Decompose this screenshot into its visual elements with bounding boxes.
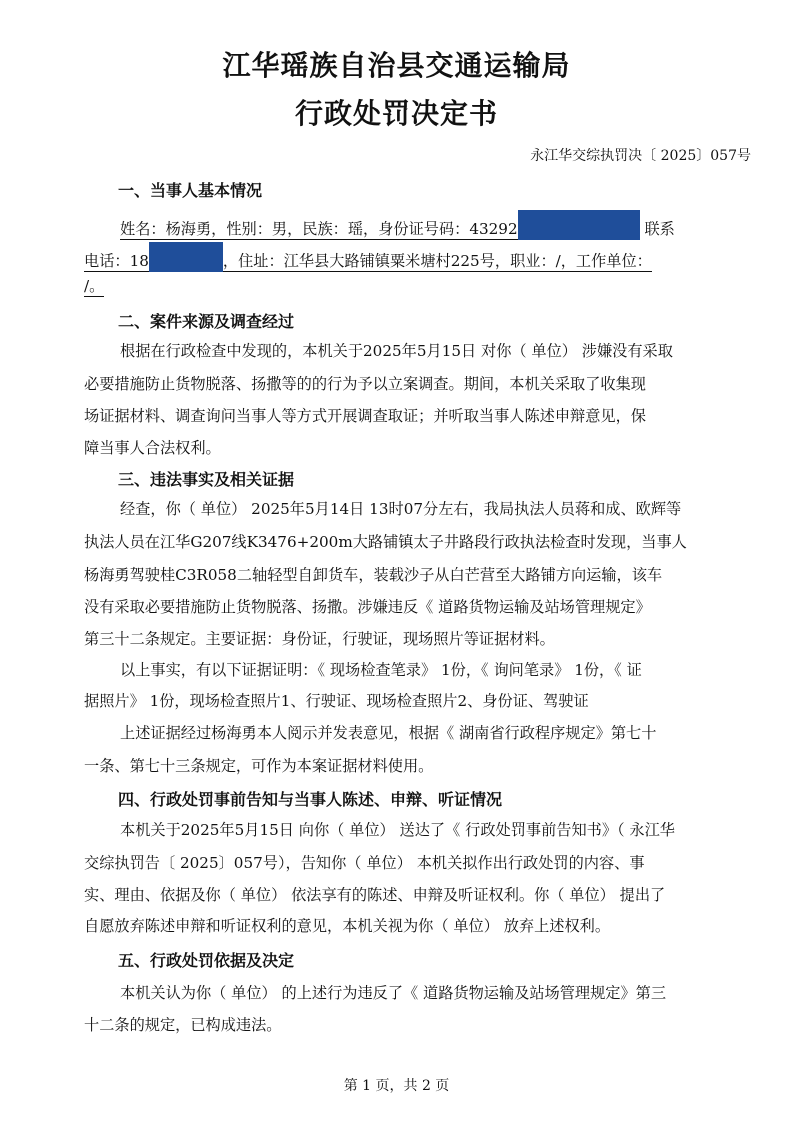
paragraph-line: 十二条的规定，已构成违法。: [84, 1016, 282, 1034]
paragraph-line: 场证据材料、调查询问当事人等方式开展调查取证；并听取当事人陈述申辩意见，保: [84, 407, 646, 425]
section-heading-penalty-basis: 五、行政处罚依据及决定: [118, 951, 295, 970]
paragraph-line: 根据在行政检查中发现的，本机关于2025年5月15日 对你（ 单位） 涉嫌没有采取: [120, 342, 673, 360]
party-info-line-1: [120, 210, 675, 240]
paragraph-line: 必要措施防止货物脱落、扬撒等的的行为予以立案调查。期间，本机关采取了收集现: [84, 375, 646, 393]
section-heading-prior-notice: 四、行政处罚事前告知与当事人陈述、申辩、听证情况: [118, 790, 503, 809]
paragraph-line: 第三十二条规定。主要证据：身份证，行驶证，现场照片等证据材料。: [84, 630, 555, 648]
document-number: 永江华交综执罚决〔 2025〕057号: [530, 148, 751, 164]
redaction-block-phone: [149, 242, 223, 272]
party-info-contact-label: 联系: [639, 220, 675, 238]
document-subtitle: 行政处罚决定书: [294, 97, 498, 130]
paragraph-line: 自愿放弃陈述申辩和听证权利的意见，本机关视为你（ 单位） 放弃上述权利。: [84, 917, 611, 935]
paragraph-line: 执法人员在江华G207线K3476+200m大路铺镇太子井路段行政执法检查时发现，当事人: [84, 533, 687, 551]
document-title: 江华瑶族自治县交通运输局: [222, 49, 571, 82]
paragraph-line: 没有采取必要措施防止货物脱落、扬撒。涉嫌违反《 道路货物运输及站场管理规定》: [84, 598, 651, 616]
party-work-unit: /。: [84, 277, 105, 295]
page-footer: 第 1 页，共 2 页: [343, 1078, 450, 1094]
party-info-line-2: [84, 242, 652, 272]
section-heading-case-source: 二、案件来源及调查经过: [118, 312, 295, 331]
paragraph-line: 杨海勇驾驶桂C3R058二轴轻型自卸货车，装载沙子从白芒营至大路铺方向运输，该车: [84, 566, 663, 584]
party-address-text: ，住址：江华县大路铺镇粟米塘村225号，职业：/，工作单位：: [222, 252, 652, 270]
party-info-text: 姓名：杨海勇，性别：男，民族：瑶，身份证号码：43292: [120, 220, 518, 238]
paragraph-line: 本机关认为你（ 单位） 的上述行为违反了《 道路货物运输及站场管理规定》第三: [120, 984, 667, 1002]
redaction-block-id: [518, 210, 640, 240]
paragraph-line: 以上事实，有以下证据证明：《 现场检查笔录》 1份，《 询问笔录》 1份，《 证: [120, 661, 642, 679]
party-info-line-3: [84, 276, 104, 296]
paragraph-line: 上述证据经过杨海勇本人阅示并发表意见，根据《 湖南省行政程序规定》第七十: [120, 724, 657, 742]
section-heading-facts-evidence: 三、违法事实及相关证据: [118, 470, 295, 489]
paragraph-line: 实、理由、依据及你（ 单位） 依法享有的陈述、申辩及听证权利。你（ 单位） 提出了: [84, 886, 666, 904]
paragraph-line: 一条、第七十三条规定，可作为本案证据材料使用。: [84, 757, 434, 775]
paragraph-line: 障当事人合法权利。: [84, 439, 221, 457]
paragraph-line: 交综执罚告〔 2025〕057号），告知你（ 单位） 本机关拟作出行政处罚的内容、事: [84, 854, 645, 872]
party-phone-label: 电话：18: [84, 252, 149, 270]
paragraph-line: 据照片》 1份，现场检查照片1、行驶证、现场检查照片2、身份证、驾驶证: [84, 692, 589, 710]
section-heading-party-info: 一、当事人基本情况: [118, 181, 263, 200]
paragraph-line: 本机关于2025年5月15日 向你（ 单位） 送达了《 行政处罚事前告知书》（ 永江华: [120, 821, 675, 839]
paragraph-line: 经查，你（ 单位） 2025年5月14日 13时07分左右，我局执法人员蒋和成、欧辉等: [120, 500, 682, 518]
